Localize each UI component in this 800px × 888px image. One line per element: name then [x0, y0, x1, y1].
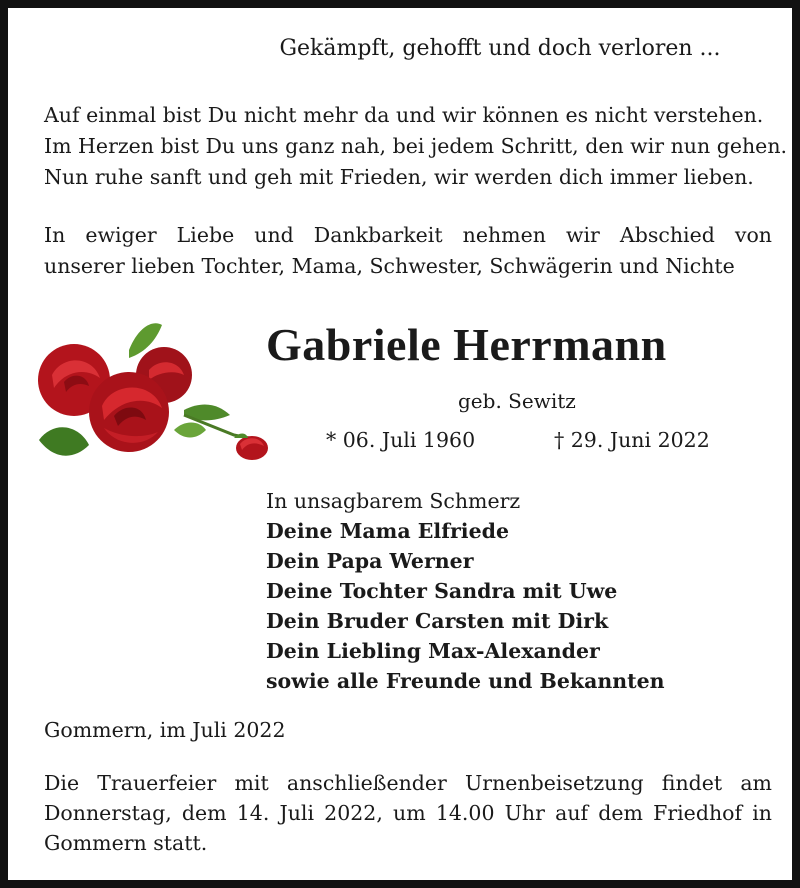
- place-date: Gommern, im Juli 2022: [44, 718, 286, 742]
- deceased-name: Gabriele Herrmann: [266, 319, 667, 370]
- mourner-line: sowie alle Freunde und Bekannten: [266, 669, 665, 693]
- roses-image: [34, 320, 270, 470]
- service-line: Gommern statt.: [44, 831, 208, 855]
- funeral-service-info: [44, 768, 772, 858]
- mourner-line: Dein Bruder Carsten mit Dirk: [266, 609, 609, 633]
- service-line: Die Trauerfeier mit anschließender Urnenbeisetzung findet am: [44, 771, 772, 795]
- intro-line: unserer lieben Tochter, Mama, Schwester, Schwägerin und Nichte: [44, 254, 735, 278]
- death-date: † 29. Juni 2022: [554, 428, 710, 452]
- mourner-line: Deine Mama Elfriede: [266, 519, 510, 543]
- intro-line: In ewiger Liebe und Dankbarkeit nehmen wir Abschied von: [44, 223, 772, 247]
- mourner-line: Dein Papa Werner: [266, 549, 474, 573]
- mourners-intro: In unsagbarem Schmerz: [266, 489, 521, 513]
- mourners-list: [266, 486, 665, 696]
- mourner-line: Deine Tochter Sandra mit Uwe: [266, 579, 618, 603]
- farewell-intro: [44, 220, 772, 282]
- service-line: Donnerstag, dem 14. Juli 2022, um 14.00 Uhr auf dem Friedhof in: [44, 801, 772, 825]
- poem: [44, 100, 788, 193]
- poem-line: Nun ruhe sanft und geh mit Frieden, wir werden dich immer lieben.: [44, 165, 754, 189]
- birth-date: * 06. Juli 1960: [326, 428, 476, 452]
- motto: Gekämpft, gehofft und doch verloren ...: [279, 36, 721, 61]
- mourner-line: Dein Liebling Max-Alexander: [266, 639, 600, 663]
- poem-line: Im Herzen bist Du uns ganz nah, bei jedem Schritt, den wir nun gehen.: [44, 134, 788, 158]
- birth-name: geb. Sewitz: [458, 389, 576, 413]
- poem-line: Auf einmal bist Du nicht mehr da und wir können es nicht verstehen.: [44, 103, 764, 127]
